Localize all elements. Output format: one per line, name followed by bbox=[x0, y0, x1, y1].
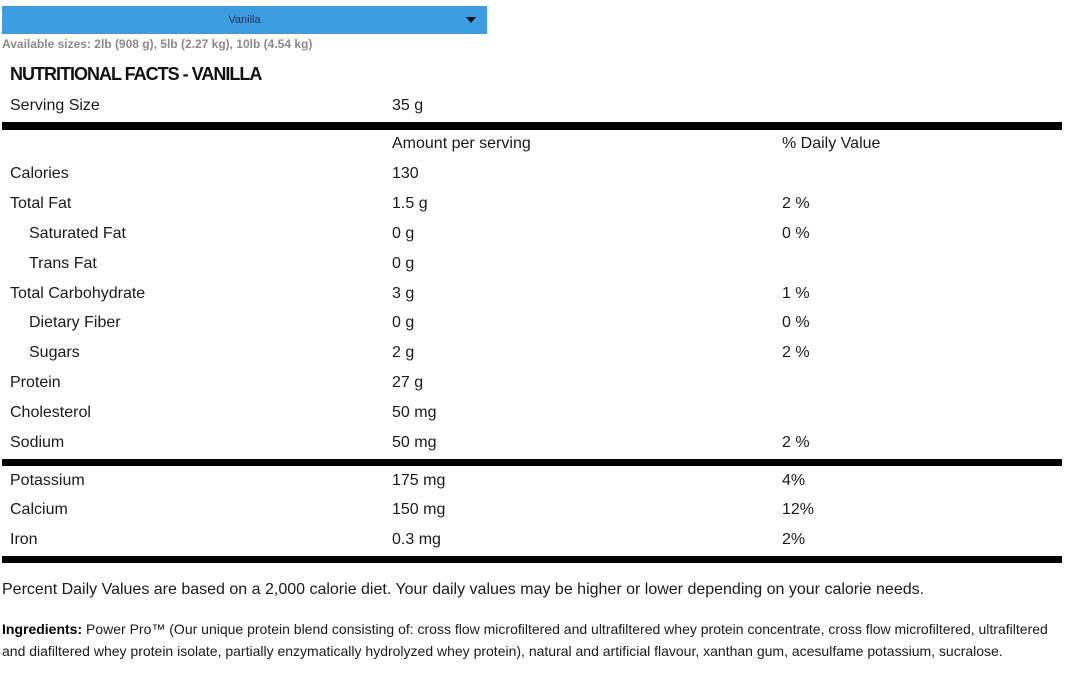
thick-divider bbox=[2, 122, 1062, 130]
table-row bbox=[0, 499, 1067, 523]
nutrient-amount: 50 mg bbox=[392, 404, 437, 421]
ingredients bbox=[2, 619, 1067, 662]
ingredients-label: Ingredients: bbox=[2, 621, 83, 637]
mineral-amount: 175 mg bbox=[392, 472, 446, 489]
nutrient-name: Total Fat bbox=[10, 195, 72, 212]
nutrient-amount: 130 bbox=[392, 165, 419, 182]
nutrient-dv: 2 % bbox=[782, 434, 810, 451]
table-row bbox=[0, 163, 1067, 187]
facts-title: NUTRITIONAL FACTS - VANILLA bbox=[10, 64, 262, 84]
mineral-name: Iron bbox=[10, 531, 38, 548]
nutrient-dv: 1 % bbox=[782, 285, 810, 302]
thick-divider bbox=[2, 556, 1062, 563]
flavor-select-value: Vanilla bbox=[228, 14, 261, 26]
nutrient-amount: 0 g bbox=[392, 314, 415, 331]
serving-size-value: 35 g bbox=[392, 97, 424, 114]
mineral-dv: 2% bbox=[782, 531, 806, 548]
table-row bbox=[0, 253, 1067, 277]
nutrient-amount: 3 g bbox=[392, 285, 415, 302]
daily-value-header: % Daily Value bbox=[782, 135, 881, 152]
table-row bbox=[0, 432, 1067, 456]
ingredients-text: Power Pro™ (Our unique protein blend consisting of: cross flow microfiltered and ultrafiltered whey protein concentrate, cross flow microfiltered, ultrafiltered and diafiltered whey protein isolate, partially enzymatically hydrolyzed whey protein), natural and artificial flavour, xanthan gum, acesulfame potassium, sucralose. bbox=[2, 621, 1048, 659]
serving-size-row bbox=[0, 95, 1067, 119]
flavor-select[interactable] bbox=[2, 6, 487, 34]
table-row bbox=[0, 193, 1067, 217]
nutrient-name: Cholesterol bbox=[10, 404, 91, 421]
nutrient-amount: 2 g bbox=[392, 344, 415, 361]
mineral-amount: 0.3 mg bbox=[392, 531, 441, 548]
nutrient-name: Dietary Fiber bbox=[29, 314, 121, 331]
nutrient-name: Total Carbohydrate bbox=[10, 285, 146, 302]
column-header-row bbox=[0, 133, 1067, 157]
nutrient-amount: 50 mg bbox=[392, 434, 437, 451]
table-row bbox=[0, 342, 1067, 366]
daily-value-footnote: Percent Daily Values are based on a 2,000 calorie diet. Your daily values may be higher or lower depending on your calorie needs. bbox=[2, 581, 925, 598]
nutrient-name: Sodium bbox=[10, 434, 65, 451]
table-row bbox=[0, 283, 1067, 307]
mineral-name: Calcium bbox=[10, 501, 68, 518]
nutrient-name: Sugars bbox=[29, 344, 80, 361]
table-row bbox=[0, 372, 1067, 396]
nutrient-name: Protein bbox=[10, 374, 61, 391]
mineral-amount: 150 mg bbox=[392, 501, 446, 518]
nutrient-amount: 1.5 g bbox=[392, 195, 428, 212]
table-row bbox=[0, 402, 1067, 426]
mineral-name: Potassium bbox=[10, 472, 85, 489]
nutrient-dv: 0 % bbox=[782, 225, 810, 242]
thick-divider bbox=[2, 459, 1062, 466]
table-row bbox=[0, 223, 1067, 247]
nutrient-amount: 27 g bbox=[392, 374, 424, 391]
nutrient-amount: 0 g bbox=[392, 255, 415, 272]
nutrient-name: Trans Fat bbox=[29, 255, 97, 272]
nutrient-dv: 0 % bbox=[782, 314, 810, 331]
nutrient-dv: 2 % bbox=[782, 195, 810, 212]
table-row bbox=[0, 470, 1067, 494]
table-row bbox=[0, 312, 1067, 336]
nutrient-name: Saturated Fat bbox=[29, 225, 126, 242]
nutrient-dv: 2 % bbox=[782, 344, 810, 361]
amount-header: Amount per serving bbox=[392, 135, 531, 152]
nutrient-amount: 0 g bbox=[392, 225, 415, 242]
available-sizes: Available sizes: 2lb (908 g), 5lb (2.27 kg), 10lb (4.54 kg) bbox=[2, 37, 313, 51]
table-row bbox=[0, 529, 1067, 553]
chevron-down-icon[interactable] bbox=[466, 17, 476, 23]
nutrient-name: Calories bbox=[10, 165, 69, 182]
mineral-dv: 4% bbox=[782, 472, 806, 489]
serving-size-label: Serving Size bbox=[10, 97, 100, 114]
mineral-dv: 12% bbox=[782, 501, 815, 518]
